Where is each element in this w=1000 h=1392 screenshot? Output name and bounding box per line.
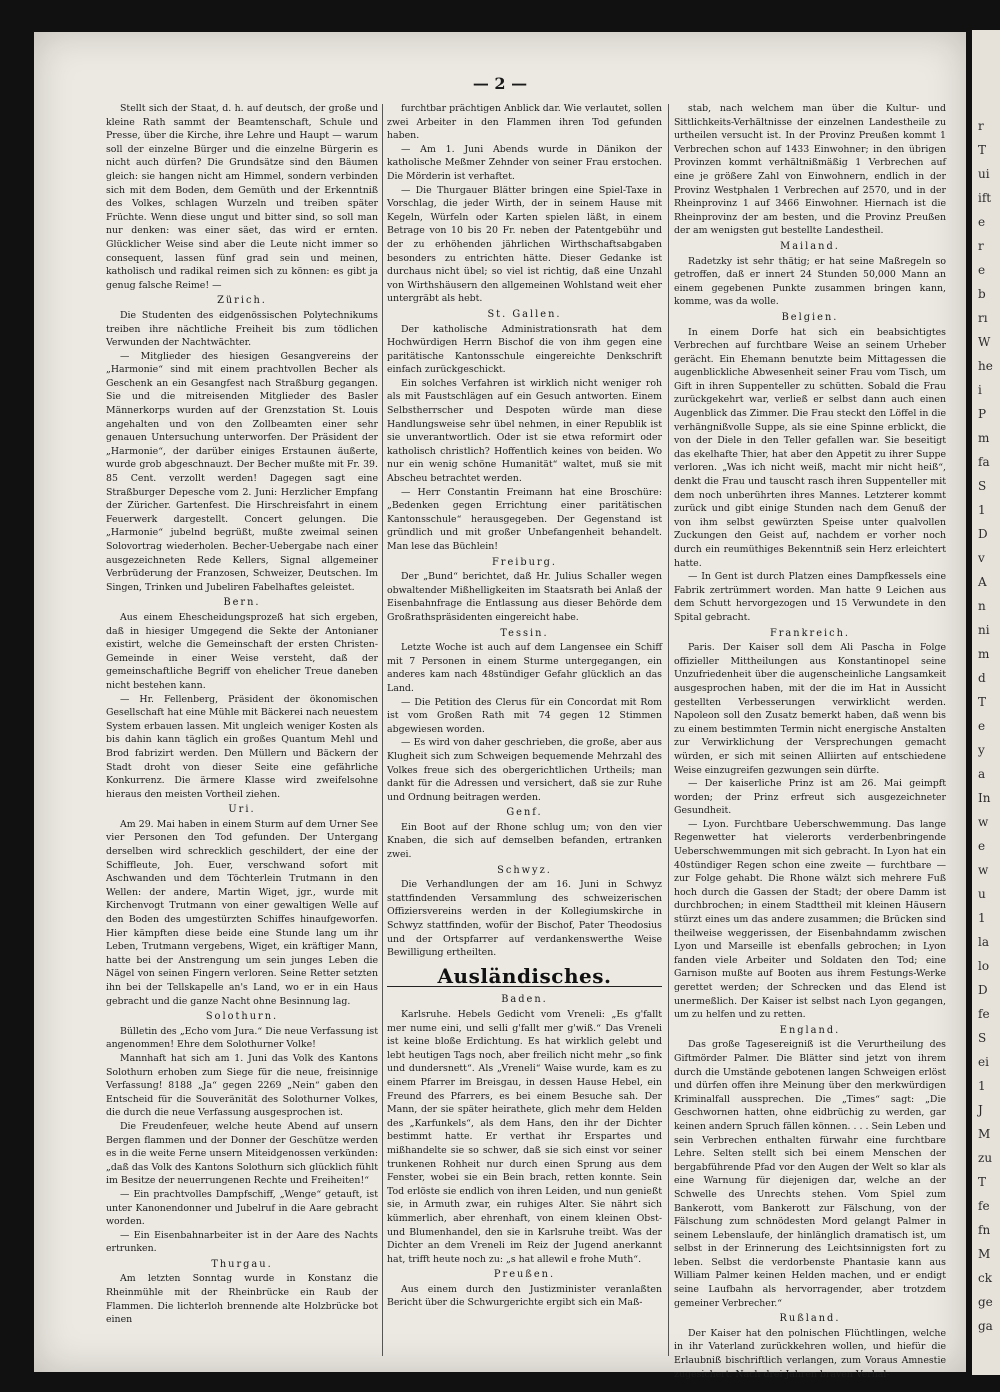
article-paragraph: — Herr Constantin Freimann hat eine Broschüre: „Bedenken gegen Errichtung einer paritätischen Kantonsschule“ herausgegeben. Der Gegenstand ist gründlich und mit großer Unbefangenheit behandelt. Man lese das Büchlein! [387, 486, 662, 552]
section-heading: Schwyz. [497, 864, 552, 876]
section-heading: Mailand. [780, 240, 840, 252]
edge-text-fragment: ga [978, 1319, 993, 1333]
article-paragraph: Bülletin des „Echo vom Jura.“ Die neue Verfassung ist angenommen! Ehre dem Solothurner Volke! [106, 1025, 378, 1051]
column-2 [387, 102, 662, 1358]
edge-text-fragment: m [978, 431, 990, 445]
article-paragraph: — Die Thurgauer Blätter bringen eine Spiel-Taxe in Vorschlag, die jeder Wirth, der in seinem Hause mit Kegeln, Würfeln oder Karten spielen läßt, in einem Betrage von 10 bis 20 Fr. neben der Patentgebühr und der zu erhöhenden jährlichen Wirthschaftsabgaben besonders zu entrichten hätte. Dieser Gedanke ist durchaus nicht übel; so viel ist richtig, daß eine Unzahl von Wirthshäusern den allgemeinen Wohlstand weit eher untergräbt als hebt. [387, 184, 662, 305]
article-paragraph: In einem Dorfe hat sich ein beabsichtigtes Verbrechen auf furchtbare Weise an seinem Urheber gerächt. Ein Ehemann benutzte beim Mittagessen die augenblickliche Abwesenheit seiner Frau vom Tisch, um Gift in ihren Suppenteller zu schütten. Sobald die Frau zurückgekehrt war, verließ er selbst dann auch einen Augenblick das Zimmer. Die Frau steckt den Löffel in die verhängnißvolle Suppe, als sie eine Spinne erblickt, die von der Diele in den Teller gefallen war. Sie beseitigt das ekelhafte Thier, hat aber den Appetit zu ihrer Suppe verloren. „Was ich nicht weiß, macht mir nicht heiß“, denkt die Frau und tauscht rasch ihren Suppenteller mit dem noch unberührten ihres Mannes. Letzterer kommt zurück und gibt einige Stunden nach dem Genuß der von ihm selbst gewürzten Speise unter qualvollen Zuckungen den Geist auf, nachdem er vorher noch durch ein reumüthiges Bekenntniß sein Herz erleichtert hatte. [674, 326, 946, 569]
section-heading: Freiburg. [491, 556, 558, 568]
edge-text-fragment: e [978, 215, 986, 229]
edge-text-fragment: D [978, 527, 988, 541]
adjacent-page-edge [972, 30, 1000, 1375]
article-paragraph: — Ein prachtvolles Dampfschiff, „Wenge“ getauft, ist unter Kanonendonner und Jubelruf in die Aare gebracht worden. [106, 1188, 378, 1228]
section-heading: Tessin. [500, 627, 549, 639]
article-paragraph: — In Gent ist durch Platzen eines Dampfkessels eine Fabrik zertrümmert worden. Man hatte 9 Leichen aus dem Schutt hervorgezogen und 15 Verwundete in den Spital gebracht. [674, 571, 946, 623]
edge-text-fragment: r [978, 239, 984, 253]
edge-text-fragment: fa [978, 455, 990, 469]
edge-text-fragment: S [978, 1031, 987, 1045]
article-paragraph: Die Freudenfeuer, welche heute Abend auf unsern Bergen flammen und der Donner der Geschütze werden es in die weite Ferne unsern Miteidgenossen verkünden: „daß das Volk des Kantons Solothurn sich glücklich fühlt im Besitze der neuerrungenen Rechte und Freiheiten!“ [106, 1120, 378, 1187]
edge-text-fragment: a [978, 767, 986, 781]
edge-text-fragment: w [978, 815, 989, 829]
edge-text-fragment: rı [978, 311, 988, 325]
page-number: — 2 — [472, 74, 528, 93]
article-paragraph: Das große Tagesereigniß ist die Verurtheilung des Giftmörder Palmer. Die Blätter sind jetzt von ihrem durch die Umstände gebotenen langen Schweigen erlöst und dürfen offen ihre Meinung über den merkwürdigen Kriminalfall aussprechen. Die „Times“ sagt: „Die Geschwornen hatten, ohne eidbrüchig zu werden, gar keinen andern Spruch fällen können. . . . Sein Leben und sein Verbrechen enthalten fürwahr eine furchtbare Lehre. Selten stellt sich bei einem Menschen der bergabführende Pfad vor den Augen der Welt so klar als eine Warnung für diejenigen dar, welche an der Schwelle des Unrechts stehen. Vom Spiel zum Bankerott, vom Bankerott zur Fälschung, von der Fälschung zum schnödesten Mord gelangt Palmer in seinem Lebenslaufe, der hinlänglich dramatisch ist, um selbst in der Erinnerung des Leichtsinnigsten fort zu leben. Selbst die verdorbenste Phantasie kann aus William Palmer keinen Helden machen, und er endigt seine Laufbahn als hervorragender, aber trotzdem gemeiner Verbrecher.“ [674, 1039, 946, 1309]
edge-text-fragment: ge [978, 1295, 993, 1309]
edge-text-fragment: ui [978, 167, 990, 181]
edge-text-fragment: ni [978, 623, 990, 637]
edge-text-fragment: fn [978, 1223, 991, 1237]
edge-text-fragment: d [978, 671, 986, 685]
section-heading: Uri. [228, 804, 256, 816]
edge-text-fragment: fe [978, 1007, 990, 1021]
edge-text-fragment: he [978, 359, 993, 373]
section-heading: Genf. [506, 807, 543, 819]
edge-text-fragment: w [978, 863, 989, 877]
article-paragraph: Die Verhandlungen der am 16. Juni in Schwyz stattfindenden Versammlung des schweizerischen Offiziersvereins werden in der Kollegiumskirche in Schwyz stattfinden, wofür der Bischof, Pater Theodosius und der Ortspfarrer auf verdankenswerthe Weise Bewilligung ertheilten. [387, 879, 662, 959]
section-heading: England. [779, 1024, 841, 1036]
edge-text-fragment: W [978, 335, 991, 349]
section-heading: Thurgau. [211, 1258, 273, 1270]
article-paragraph: Radetzky ist sehr thätig; er hat seine Maßregeln so getroffen, daß er innert 24 Stunden 50,000 Mann an einem gegebenen Punkte zusammen bringen kann, komme, was da wolle. [674, 255, 946, 308]
edge-text-fragment: A [978, 575, 987, 589]
edge-text-fragment: e [978, 719, 986, 733]
edge-text-fragment: e [978, 263, 986, 277]
article-paragraph: Letzte Woche ist auch auf dem Langensee ein Schiff mit 7 Personen in einem Sturme untergegangen, ein anderes kam nach 48stündiger Gefahr glücklich an das Land. [387, 642, 662, 694]
section-heading: Rußland. [779, 1313, 841, 1325]
article-paragraph: — Der kaiserliche Prinz ist am 26. Mai geimpft worden; der Prinz erfreut sich ausgezeichneter Gesundheit. [674, 778, 946, 817]
edge-text-fragment: D [978, 983, 988, 997]
article-paragraph: — Es wird von daher geschrieben, die große, aber aus Klugheit sich zum Schweigen bequemende Mehrzahl des Volkes freue sich des obergerichtlichen Urtheils; man dankt für die Adressen und versichert, daß sie zur Ruhe und Ordnung beitragen werden. [387, 737, 662, 803]
column-divider [382, 104, 383, 1356]
edge-text-fragment: b [978, 287, 986, 301]
newspaper-page [34, 32, 966, 1380]
article-paragraph: Aus einem durch den Justizminister veranlaßten Bericht über die Schwurgerichte ergibt sich ein Maß- [387, 1283, 662, 1309]
column-divider [668, 104, 669, 1356]
edge-text-fragment: 1 [978, 1079, 986, 1093]
article-paragraph: Die Studenten des eidgenössischen Polytechnikums treiben ihre nächtliche Freiheit bis zum tödlichen Verwunden der Nachtwächter. [106, 309, 378, 349]
article-paragraph: — Hr. Fellenberg, Präsident der ökonomischen Gesellschaft hat eine Mühle mit Bäckerei nach neuestem System erbauen lassen. Mit ungleich weniger Kosten als bis dahin kann täglich ein großes Quantum Mehl und Brod fabrizirt werden. Den Müllern und Bäckern der Stadt droht von dieser Seite eine gefährliche Konkurrenz. Die ärmere Klasse wird zweifelsohne hieraus den meisten Vortheil ziehen. [106, 693, 378, 800]
article-paragraph: — Mitglieder des hiesigen Gesangvereins der „Harmonie“ sind mit einem prachtvollen Becher als Geschenk an ein Gesangfest nach Straßburg gegangen. Sie und die mitreisenden Mitglieder des Basler Männerkorps wurden auf der Grenzstation St. Louis angehalten und von den Zollbeamten einer sehr genauen Untersuchung unterworfen. Der Präsident der „Harmonie“, der darüber einiges Erstaunen äußerte, wurde grob abgeschnauzt. Der Becher mußte mit Fr. 39. 85 Cent. verzollt werden! Dagegen sagt eine Straßburger Depesche vom 2. Juni: Herzlicher Empfang der Züricher. Gartenfest. Die Hirschreisfahrt in einem Feuerwerk dargestellt. Concert gelungen. Die „Harmonie“ jubelnd begrüßt, mußte zweimal seinen Solovortrag wiederholen. Becher-Uebergabe nach einer ausgezeichneten Rede Kellers, Signal allgemeiner Verbrüderung der Franzosen, Schweizer, Deutschen. Im Singen, Trinken und Jubeliren Fabelhaftes geleistet. [106, 350, 378, 593]
edge-text-fragment: i [978, 383, 982, 397]
article-paragraph: Karlsruhe. Hebels Gedicht vom Vreneli: „Es g'fallt mer nume eini, und selli g'fallt mer g'wiß.“ Das Vreneli ist keine bloße Erdichtung. Es hat wirklich gelebt und lebt heutigen Tags noch, aber freilich nicht mehr „so fink und dundersnett“. Als „Vreneli“ Waise wurde, kam es zu einem Pfarrer im Breisgau, in dessen Hause Hebel, ein Freund des Pfarrers, es bei einem Besuche sah. Der Mann, der sie später heirathete, glich mehr dem Helden des „Karfunkels“, als dem Hans, den ihr der Dichter bestimmt hatte. Er verthat ihr Erspartes und mißhandelte sie so schwer, daß sie sich einst vor seiner trunkenen Rohheit nur durch einen Sprung aus dem Fenster, wobei sie ein Bein brach, retten konnte. Sein Tod erlöste sie endlich von ihren Leiden, und nun genießt sie, in Armuth zwar, ein ruhiges Alter. Sie nährt sich kümmerlich, aber ehrenhaft, von einem kleinen Obst- und Blumenhandel, den sie in Karlsruhe treibt. Was der Dichter an dem Vreneli im Reiz der Jugend anerkannt hat, trifft heute noch zu: „s hat allewil e frohe Muth“. [387, 1009, 662, 1265]
edge-text-fragment: M [978, 1247, 991, 1261]
article-paragraph: Der Kaiser hat den polnischen Flüchtlingen, welche in ihr Vaterland zurückkehren wollen, und hiefür die Erlaubniß bischriftlich verlangen, zum Voraus Amnestie zugesichert. Nach drei Jahren braven Verhal- [674, 1327, 946, 1380]
edge-text-fragment: la [978, 935, 989, 949]
edge-text-fragment: 1 [978, 911, 986, 925]
section-heading: Bern. [223, 597, 261, 609]
section-heading: Preußen. [493, 1269, 556, 1281]
edge-text-fragment: u [978, 887, 986, 901]
section-heading: Zürich. [217, 295, 267, 307]
foreign-news-heading: Ausländisches. [387, 970, 662, 988]
edge-text-fragment: fe [978, 1199, 990, 1213]
section-heading: Solothurn. [205, 1011, 279, 1023]
article-paragraph: Am letzten Sonntag wurde in Konstanz die Rheinmühle mit der Rheinbrücke ein Raub der Flammen. Die lichterloh brennende alte Holzbrücke bot einen [106, 1273, 378, 1326]
article-paragraph: Am 29. Mai haben in einem Sturm auf dem Urner See vier Personen den Tod gefunden. Der Untergang derselben wird schrecklich geschildert, der eine der Schiffleute, Joh. Euer, verschwand sofort mit Aschwanden und dem Töchterlein Trutmann in den Wellen: der andere, Martin Wiget, jgr., wurde mit Kirchenvogt Trutmann von einer gewaltigen Welle auf den Boden des umgestürzten Schiffes hinaufgeworfen. Hier kämpften diese beide eine Stunde lang um ihr Leben, Trutmann vergebens, Wiget, ein kräftiger Mann, hatte bei der Anstrengung um sein junges Leben die Nägel von seinen Fingern verloren. Seine Retter setzten ihn bei der Tellskapelle an's Land, wo er in ein Haus gebracht und die ganze Nacht ohne Besinnung lag. [106, 818, 378, 1007]
article-paragraph: Der katholische Administrationsrath hat dem Hochwürdigen Herrn Bischof die von ihm gegen eine paritätische Kantonsschule eingereichte Denkschrift einfach zurückgeschickt. [387, 323, 662, 376]
article-paragraph: — Am 1. Juni Abends wurde in Dänikon der katholische Meßmer Zehnder von seiner Frau erstochen. Die Mörderin ist verhaftet. [387, 143, 662, 182]
column-3 [674, 102, 946, 1380]
article-paragraph: — Die Petition des Clerus für ein Concordat mit Rom ist vom Großen Rath mit 74 gegen 12 Stimmen abgewiesen worden. [387, 696, 662, 735]
article-paragraph: Aus einem Ehescheidungsprozeß hat sich ergeben, daß in hiesiger Umgegend die Sekte der Antonianer existirt, welche die Gemeinschaft der ersten Christen-Gemeinde in einer Weise versteht, daß der gemeinschaftliche Begriff von ehelicher Treue daneben nicht bestehen kann. [106, 611, 378, 691]
section-heading: Baden. [501, 994, 548, 1006]
article-paragraph: Ein Boot auf der Rhone schlug um; von den vier Knaben, die sich auf demselben befanden, ertranken zwei. [387, 821, 662, 861]
article-paragraph: stab, nach welchem man über die Kultur- und Sittlichkeits-Verhältnisse der einzelnen Landestheile zu urtheilen versucht ist. In der Provinz Preußen kommt 1 Verbrechen schon auf 1433 Einwohner; in den übrigen Provinzen kommt verhältnißmäßig 1 Verbrechen auf eine je größere Zahl von Einwohnern, endlich in der Provinz Westphalen 1 Verbrechen auf 2570, und in der Rheinprovinz 1 auf 3466 Einwohner. Hiernach ist die Rheinprovinz der am besten, und die Provinz Preußen der am wenigsten gut bestellte Landestheil. [674, 103, 946, 237]
section-heading: St. Gallen. [487, 308, 562, 320]
edge-text-fragment: ei [978, 1055, 989, 1069]
column-1 [106, 102, 378, 1358]
article-paragraph: furchtbar prächtigen Anblick dar. Wie verlautet, sollen zwei Arbeiter in den Flammen ihren Tod gefunden haben. [387, 103, 662, 142]
edge-text-fragment: y [978, 743, 985, 757]
edge-text-fragment: m [978, 647, 990, 661]
edge-text-fragment: M [978, 1127, 991, 1141]
edge-text-fragment: T [978, 695, 987, 709]
article-paragraph: — Ein Eisenbahnarbeiter ist in der Aare des Nachts ertrunken. [106, 1229, 378, 1255]
edge-text-fragment: In [978, 791, 991, 805]
edge-text-fragment: v [978, 551, 985, 565]
edge-text-fragment: lo [978, 959, 990, 973]
article-paragraph: Stellt sich der Staat, d. h. auf deutsch, der große und kleine Rath sammt der Beamtenschaft, Schule und Presse, über die Kirche, ihre Lehre und Haupt — warum soll der einzelne Bürger und die einzelne Bürgerin es nicht auch dürfen? Die Grundsätze sind den Bäumen gleich: sie hangen nicht am Himmel, sondern verbinden sich mit dem Boden, dem Gemüth und der Erkenntniß des Volkes, schlagen Wurzeln und treiben später Früchte. Wenn diese ungut und bitter sind, so soll man nur denken: was einer säet, das wird er ernten. Glücklicher Weise sind aber die Leute nicht immer so consequent, lassen fünf grad sein und meinen, katholisch und radikal reimen sich zu können: es gibt ja genug falsche Reime! — [106, 103, 378, 291]
article-paragraph: Mannhaft hat sich am 1. Juni das Volk des Kantons Solothurn erhoben zum Siege für die neue, freisinnige Verfassung! 8188 „Ja“ gegen 2269 „Nein“ gaben den Entscheid für die Souveränität des Solothurner Volkes, die durch die neue Verfassung ausgesprochen ist. [106, 1052, 378, 1119]
article-paragraph: Der „Bund“ berichtet, daß Hr. Julius Schaller wegen obwaltender Mißhelligkeiten im Staatsrath bei Anlaß der Eisenbahnfrage die Entlassung aus dieser Behörde dem Großrathspräsidenten eingereicht habe. [387, 571, 662, 623]
edge-text-fragment: J [978, 1103, 983, 1117]
edge-text-fragment: n [978, 599, 986, 613]
section-heading: Belgien. [781, 311, 839, 323]
edge-text-fragment: S [978, 479, 987, 493]
article-paragraph: — Lyon. Furchtbare Ueberschwemmung. Das lange Regenwetter hat vielerorts verderbenbringende Ueberschwemmungen mit sich gebracht. In Lyon hat ein 40stündiger Regen schon eine zweite — furchtbare — zur Folge gehabt. Die Rhone wälzt sich mehrere Fuß hoch durch die Gassen der Stadt; der obere Damm ist durchbrochen; in einem Stadttheil mit kleinen Häusern stürzt eines um das andere zusammen; die Brücken sind theilweise weggerissen, der Eisenbahndamm zwischen Lyon und Marseille ist ebenfalls gebrochen; in Lyon fanden viele Arbeiter und Soldaten den Tod; eine Garnison mußte auf Booten aus ihrem Festungs-Werke gerettet werden; der Schrecken und das Elend ist unermeßlich. Der Kaiser ist selbst nach Lyon gegangen, um zu helfen und zu retten. [674, 818, 946, 1021]
edge-text-fragment: e [978, 839, 986, 853]
edge-text-fragment: 1 [978, 503, 986, 517]
edge-text-fragment: T [978, 143, 987, 157]
edge-text-fragment: ift [978, 191, 992, 205]
section-heading: Frankreich. [769, 627, 851, 639]
edge-text-fragment: P [978, 407, 987, 421]
article-paragraph: Paris. Der Kaiser soll dem Ali Pascha in Folge offizieller Mittheilungen aus Konstantinopel seine Unzufriedenheit über die augenscheinliche Langsamkeit ausgesprochen haben, mit der die im Hat in Aussicht gestellten Verbesserungen verwirklicht werden. Napoleon soll den Zusatz bemerkt haben, daß wenn bis zu einem bestimmten Termin nicht energische Anstalten zur Verwirklichung der Versprechungen gemacht würden, er sich mit seinen Alliirten auf entschiedene Weise einzugreifen gezwungen sein dürfte. [674, 642, 946, 776]
article-paragraph: Ein solches Verfahren ist wirklich nicht weniger roh als mit Faustschlägen auf ein Gesuch antworten. Einem Selbstherrscher und Despoten würde man diese Handlungsweise sehr übel nehmen, in einer Republik ist sie unverantwortlich. Oder ist sie etwa reformirt oder katholisch christlich? Hoffentlich keines von beiden. Wo nur ein wenig schöne Humanität“ waltet, muß sie mit Abscheu betrachtet werden. [387, 377, 662, 485]
edge-text-fragment: T [978, 1175, 987, 1189]
edge-text-fragment: zu [978, 1151, 993, 1165]
edge-text-fragment: ck [978, 1271, 992, 1285]
edge-text-fragment: r [978, 119, 984, 133]
